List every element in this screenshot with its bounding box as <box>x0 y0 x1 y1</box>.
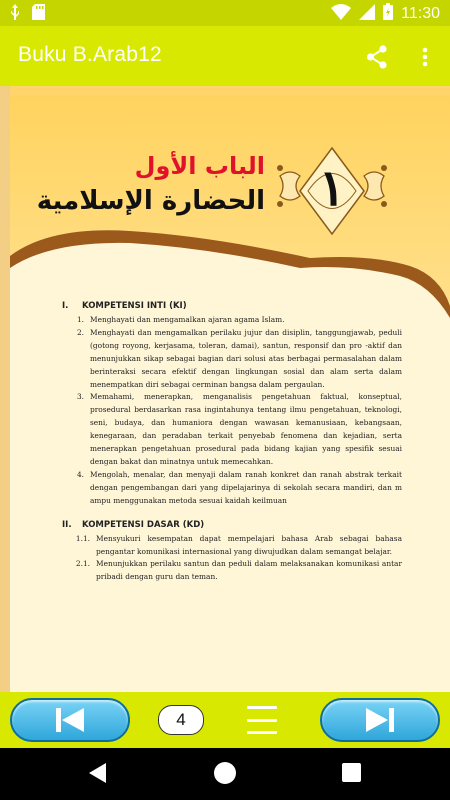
overflow-menu-icon <box>422 47 428 67</box>
wifi-icon <box>331 4 351 25</box>
status-bar <box>0 0 450 26</box>
list-item: 1. Menghayati dan mengamalkan ajaran agama Islam. <box>76 315 285 324</box>
app-title: Buku B.Arab12 <box>18 43 162 66</box>
usb-icon <box>10 4 20 25</box>
list-item: 4. Mengolah, menalar, dan menyaji dalam ranah konkret dan ranah abstrak terkait dengan pengembangan dari yang dipelajarinya di sekolah secara mandiri, dan m ampu menggunakan metoda sesuai kaidah keilmuan <box>76 469 402 505</box>
recent-apps-icon[interactable] <box>342 763 361 782</box>
bottom-navigation <box>0 692 450 748</box>
app-bar <box>0 26 450 86</box>
status-time: 11:30 <box>401 5 440 22</box>
list-item: 2.1. Menunjukkan perilaku santun dan peduli dalam melaksanakan komunikasi antar pribadi dengan guru dan teman. <box>75 559 402 582</box>
section-heading: I. KOMPETENSI INTI (KI) <box>62 301 187 311</box>
list-item: 2. Menghayati dan mengamalkan perilaku jujur dan disiplin, tanggungjawab, peduli (gotong royong, kerjasama, toleran, damai), santun, responsif dan pro -aktif dan menunjukkan sikap sebagai bagian dari solusi atas berbagai permasalahan dalam berinteraksi secara efektif dengan lingkungan sosial dan alam serta dalam menempatkan diri sebagai cerminan bangsa dalam pergaulan. <box>76 327 402 389</box>
chapter-label: الباب الأول <box>134 152 265 180</box>
chapter-title: الحضارة الإسلامية <box>36 186 265 216</box>
next-page-button[interactable] <box>320 698 440 742</box>
system-navigation-bar <box>0 748 450 800</box>
skip-previous-icon <box>53 707 87 733</box>
chapter-number: ١ <box>318 157 346 217</box>
list-button[interactable] <box>247 706 277 734</box>
skip-next-icon <box>363 707 397 733</box>
page-number[interactable]: 4 <box>158 705 204 735</box>
page-margin <box>0 86 10 692</box>
section-list <box>62 314 402 508</box>
sdcard-icon <box>32 4 45 25</box>
section-list <box>62 533 402 585</box>
back-icon[interactable] <box>88 762 108 784</box>
list-item: 3. Memahami, menerapkan, menganalisis pengetahuan faktual, konseptual, prosedural berdasarkan rasa ingintahunya tentang ilmu pengetahuan, teknologi, seni, budaya, dan humaniora dengan wawasan kemanusiaan, kebangsaan, kenegaraan, dan peradaban terkait penyebab fenomena dan kejadian, serta menerapkan pengetahuan prosedural pada bidang kajian yang spesifik sesuai dengan bakat dan minatnya untuk memecahkan. <box>76 392 402 466</box>
section-2 <box>62 520 402 585</box>
signal-icon <box>359 4 375 25</box>
home-icon[interactable] <box>214 762 236 784</box>
book-page[interactable] <box>0 86 450 692</box>
list-item: 1.1. Mensyukuri kesempatan dapat mempelajari bahasa Arab sebagai bahasa pengantar komunikasi internasional yang diwujudkan dalam semangat belajar. <box>75 533 402 556</box>
page-text <box>62 301 402 584</box>
previous-page-button[interactable] <box>10 698 130 742</box>
list-icon <box>247 706 277 709</box>
overflow-menu-button[interactable] <box>412 42 438 72</box>
share-icon <box>366 45 388 69</box>
share-button[interactable] <box>362 42 392 72</box>
battery-icon <box>383 3 393 25</box>
page-content <box>10 96 450 692</box>
section-heading: II. KOMPETENSI DASAR (KD) <box>62 519 205 530</box>
